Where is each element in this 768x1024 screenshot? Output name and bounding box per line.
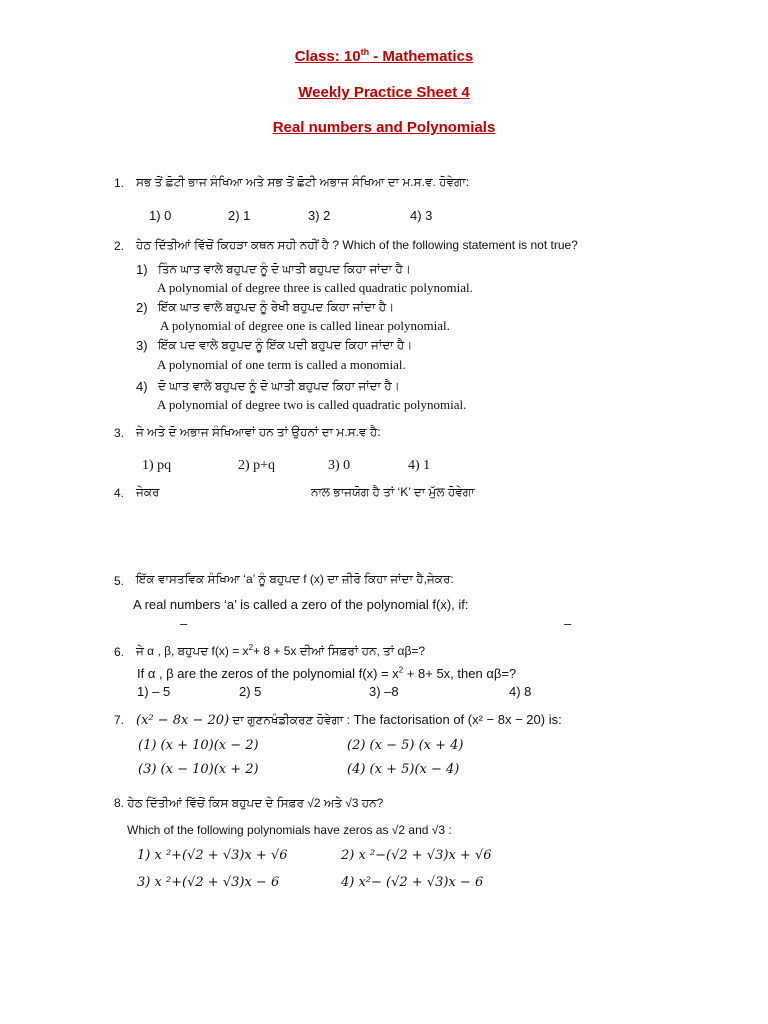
- q7-option-1: (1) (x + 10)(x − 2): [138, 738, 259, 753]
- question-6-english: If α , β are the zeros of the polynomial $f(x) = x^2 + 8+ 5x$, then αβ=?: [137, 665, 517, 681]
- q2-item-4-punjabi: ਦੋ ਘਾਤ ਵਾਲੇ ਬਹੁਪਦ ਨੂੰ ਦੋ ਘਾਤੀ ਬਹੁਪਦ ਕਿਹਾ ਜਾਂਦਾ ਹੈ।: [158, 379, 400, 393]
- question-4-text-end: ਨਾਲ ਭਾਜਯੋਗ ਹੈ ਤਾਂ ‘K’ ਦਾ ਮੁੱਲ ਹੋਵੇਗਾ: [311, 485, 475, 499]
- q2-item-1-english: A polynomial of degree three is called quadratic polynomial.: [157, 280, 473, 295]
- q5-blank-right: –: [564, 616, 572, 631]
- q2-item-2-punjabi: ਇੱਕ ਘਾਤ ਵਾਲੇ ਬਹੁਪਦ ਨੂੰ ਰੇਖੀ ਬਹੁਪਦ ਕਿਹਾ ਜਾਂਦਾ ਹੈ।: [158, 300, 395, 314]
- question-5-english: A real numbers ‘a’ is called a zero of the polynomial f(x), if:: [133, 597, 469, 612]
- q6-option-2: 2) 5: [239, 684, 262, 699]
- q1-option-3: 3) 2: [308, 208, 331, 223]
- q8-option-1: 1) x ²+(√2 + √3)x + √6: [137, 848, 288, 863]
- question-2-text: ਹੇਠ ਦਿੱਤੀਆਂ ਵਿੱਚੋਂ ਕਿਹੜਾ ਕਥਨ ਸਹੀ ਨਹੀਂ ਹੈ ? Which of the following statement is not true?: [136, 238, 578, 252]
- q8-option-3: 3) x ²+(√2 + √3)x − 6: [137, 875, 280, 890]
- q7-option-4: (4) (x + 5)(x − 4): [347, 762, 460, 777]
- q7-option-3: (3) (x − 10)(x + 2): [138, 762, 259, 777]
- q2-item-4-english: A polynomial of degree two is called quadratic polynomial.: [157, 397, 467, 412]
- question-3-number: 3.: [114, 426, 125, 440]
- q2-item-3-number: 3): [136, 338, 148, 353]
- q3-option-2: 2) p+q: [238, 458, 276, 473]
- q6-option-3: 3) –8: [369, 684, 399, 699]
- question-2-number: 2.: [114, 239, 125, 253]
- question-6-number: 6.: [114, 645, 125, 659]
- question-3-text: ਜੇ ਅਤੇ ਦੋ ਅਭਾਜ ਸੰਖਿਆਵਾਂ ਹਨ ਤਾਂ ਉਹਨਾਂ ਦਾ ਮ.ਸ.ਵ ਹੈ:: [136, 425, 381, 439]
- class-title: Class: 10th - Mathematics: [294, 47, 474, 65]
- q7-option-2: (2) (x − 5) (x + 4): [347, 738, 464, 753]
- question-8-text: 8. ਹੇਠ ਦਿੱਤੀਆਂ ਵਿੱਚੋਂ ਕਿਸ ਬਹੁਪਦ ਦੇ ਸਿਫ਼ਰ √2 ਅਤੇ √3 ਹਨ?: [114, 796, 384, 810]
- question-1-text: ਸਭ ਤੋਂ ਛੋਟੀ ਭਾਜ ਸੰਖਿਆ ਅਤੇ ਸਭ ਤੋਂ ਛੋਟੀ ਅਭਾਜ ਸੰਖਿਆ ਦਾ ਮ.ਸ.ਵ. ਹੋਵੇਗਾ:: [136, 175, 470, 189]
- q6-option-1: 1) – 5: [137, 684, 171, 699]
- q8-option-4: 4) x²− (√2 + √3)x − 6: [341, 875, 484, 890]
- q2-item-2-number: 2): [136, 300, 148, 315]
- question-8-english: Which of the following polynomials have zeros as √2 and √3 :: [127, 823, 452, 837]
- q2-item-1-punjabi: ਤਿੰਨ ਘਾਤ ਵਾਲੇ ਬਹੁਪਦ ਨੂੰ ਦੋ ਘਾਤੀ ਬਹੁਪਦ ਕਿਹਾ ਜਾਂਦਾ ਹੈ।: [158, 262, 411, 276]
- question-7-text: (x² − 8x − 20) ਦਾ ਗੁਣਨਖੰਡੀਕਰਣ ਹੋਵੇਗਾ : The factorisation of (x² − 8x − 20) is:: [136, 712, 562, 728]
- sheet-title: Weekly Practice Sheet 4: [298, 84, 470, 101]
- q3-option-1: 1) pq: [142, 458, 172, 473]
- q5-blank-left: –: [180, 616, 188, 631]
- q2-item-3-english: A polynomial of one term is called a monomial.: [157, 357, 406, 372]
- topic-title: Real numbers and Polynomials: [272, 119, 496, 136]
- question-4-text-start: ਜੇਕਰ: [136, 485, 160, 499]
- q2-item-2-english: A polynomial of degree one is called linear polynomial.: [160, 318, 450, 333]
- question-1-number: 1.: [114, 176, 125, 190]
- question-4-number: 4.: [114, 486, 125, 500]
- question-6-text: ਜੇ α , β, ਬਹੁਪਦ $f(x) = x^2+ 8 + 5x$ ਦੀਆਂ ਸਿਫ਼ਰਾਂ ਹਨ, ਤਾਂ αβ=?: [136, 643, 426, 658]
- q3-option-4: 4) 1: [408, 458, 431, 473]
- q2-item-4-number: 4): [136, 379, 148, 394]
- q1-option-2: 2) 1: [228, 208, 251, 223]
- q8-option-2: 2) x ²−(√2 + √3)x + √6: [341, 848, 492, 863]
- q1-option-1: 1) 0: [149, 208, 172, 223]
- question-5-text: ਇੱਕ ਵਾਸਤਵਿਕ ਸੰਖਿਆ ‘a’ ਨੂੰ ਬਹੁਪਦ f (x) ਦਾ ਜ਼ੀਰੋ ਕਿਹਾ ਜਾਂਦਾ ਹੈ,ਜੇਕਰ:: [136, 572, 454, 586]
- q3-option-3: 3) 0: [328, 458, 351, 473]
- question-5-number: 5.: [114, 574, 125, 588]
- question-7-number: 7.: [114, 713, 125, 727]
- q6-option-4: 4) 8: [509, 684, 532, 699]
- q2-item-1-number: 1): [136, 262, 148, 277]
- q1-option-4: 4) 3: [410, 208, 433, 223]
- q2-item-3-punjabi: ਇੱਕ ਪਦ ਵਾਲੇ ਬਹੁਪਦ ਨੂੰ ਇੱਕ ਪਦੀ ਬਹੁਪਦ ਕਿਹਾ ਜਾਂਦਾ ਹੈ।: [158, 338, 413, 352]
